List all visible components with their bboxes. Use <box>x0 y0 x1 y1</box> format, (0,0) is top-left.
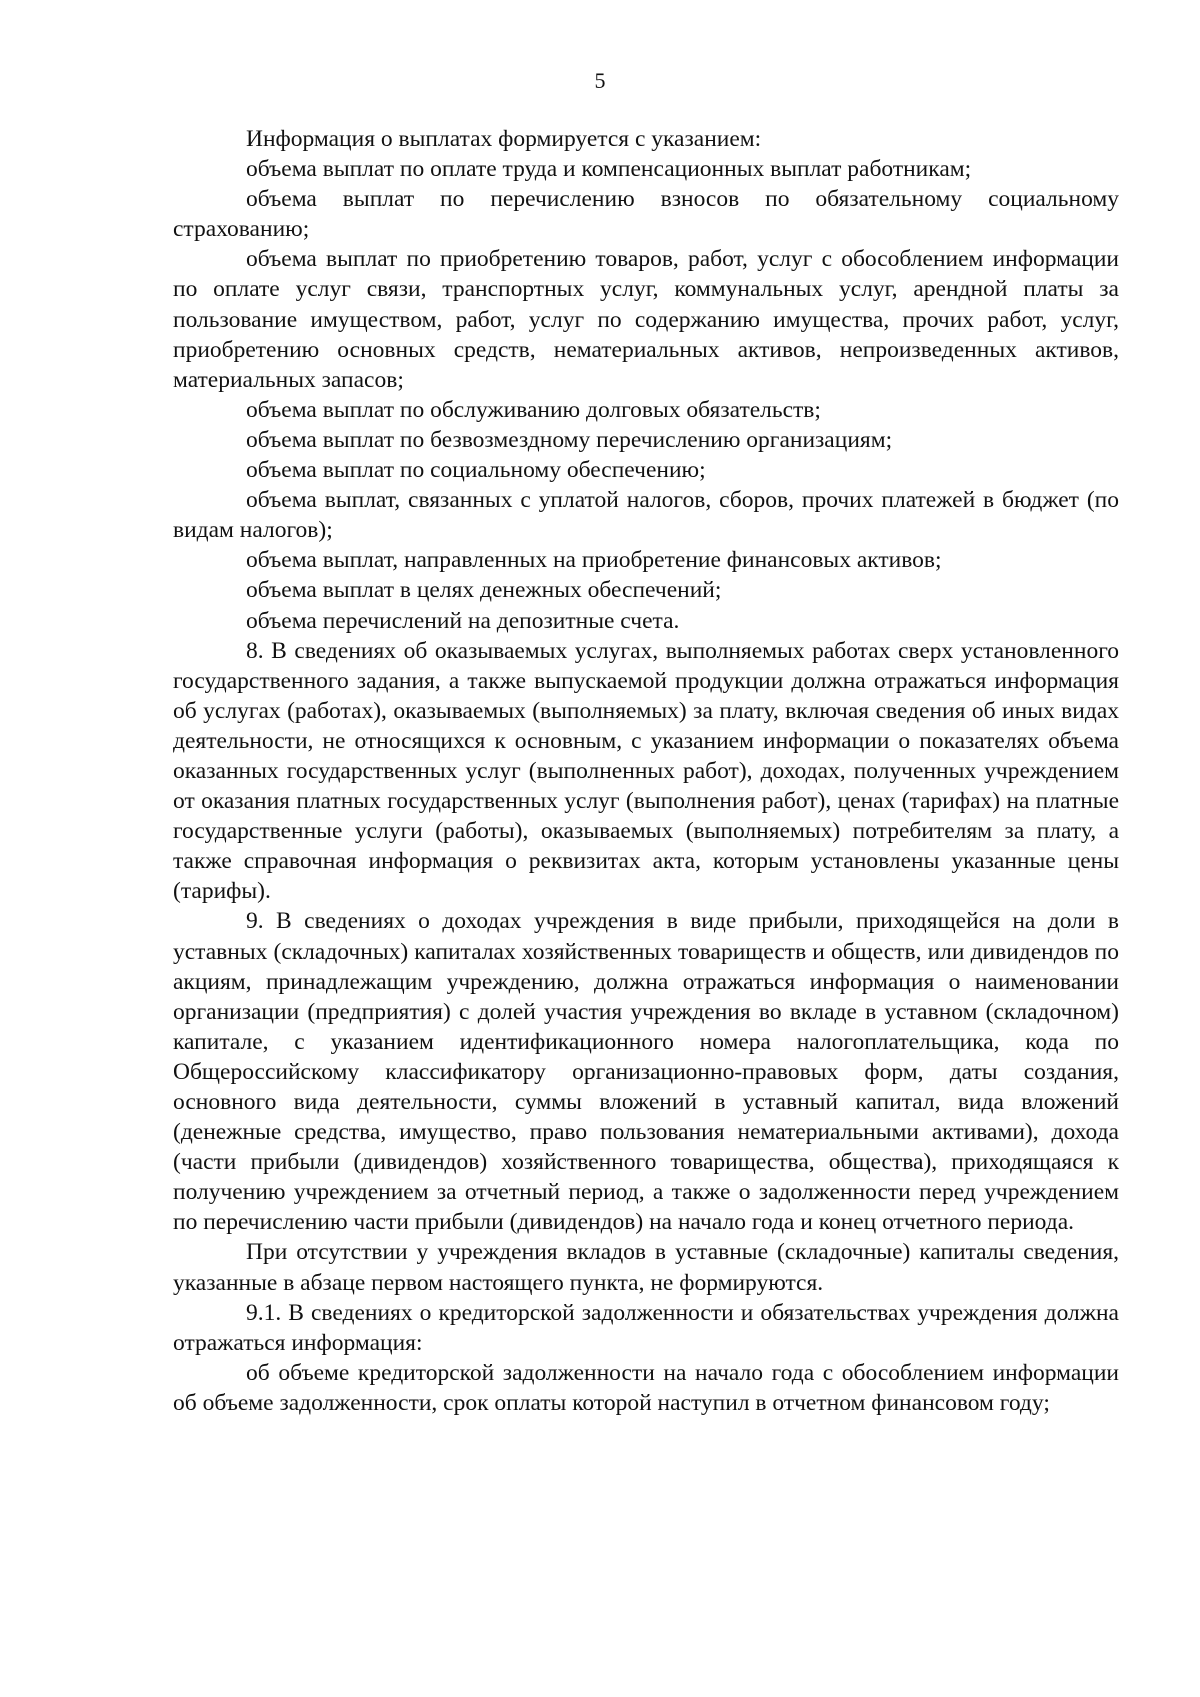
paragraph: объема выплат в целях денежных обеспечений; <box>246 577 722 604</box>
paragraph: объема выплат, связанных с уплатой налогов, сборов, прочих платежей в бюджет (по видам налогов); <box>173 487 1119 544</box>
paragraph: объема выплат по перечислению взносов по обязательному социальному страхованию; <box>173 186 1119 243</box>
paragraph: объема выплат по обслуживанию долговых обязательств; <box>246 396 821 423</box>
paragraph: объема выплат по социальному обеспечению; <box>246 457 706 484</box>
page-number: 5 <box>594 68 606 93</box>
paragraph: об объеме кредиторской задолженности на начало года с обособлением информации об объеме задолженности, срок оплаты которой наступил в отчетном финансовом году; <box>173 1359 1119 1416</box>
paragraph: объема выплат по безвозмездному перечислению организациям; <box>246 426 893 453</box>
paragraph: объема перечислений на депозитные счета. <box>246 607 680 634</box>
paragraph: Информация о выплатах формируется с указанием: <box>246 126 762 152</box>
document-body <box>173 124 1119 1418</box>
paragraph-item-9-1: 9.1. В сведениях о кредиторской задолженности и обязательствах учреждения должна отражаться информация: <box>173 1299 1119 1356</box>
paragraph: объема выплат по приобретению товаров, работ, услуг с обособлением информации по оплате услуг связи, транспортных услуг, коммунальных услуг, арендной платы за пользование имуществом, работ, услуг по содержанию имущества, прочих работ, услуг, приобретению основных средств, нематериальных активов, непроизведенных активов, материальных запасов; <box>173 246 1119 393</box>
paragraph: объема выплат, направленных на приобретение финансовых активов; <box>246 547 942 574</box>
paragraph-item-8: 8. В сведениях об оказываемых услугах, выполняемых работах сверх установленного государственного задания, а также выпускаемой продукции должна отражаться информация об услугах (работах), оказываемых (выполняемых) за плату, включая сведения об иных видах деятельности, не относящихся к основным, с указанием информации о показателях объема оказанных государственных услуг (выполненных работ), доходах, полученных учреждением от оказания платных государственных услуг (выполнения работ), ценах (тарифах) на платные государственные услуги (работы), оказываемых (выполняемых) потребителям за плату, а также справочная информация о реквизитах акта, которым установлены указанные цены (тарифы). <box>173 637 1119 905</box>
paragraph-item-9: 9. В сведениях о доходах учреждения в виде прибыли, приходящейся на доли в уставных (складочных) капиталах хозяйственных товариществ и обществ, или дивидендов по акциям, принадлежащим учреждению, должна отражаться информация о наименовании организации (предприятия) с долей участия учреждения во вкладе в уставном (складочном) капитале, с указанием идентификационного номера налогоплательщика, кода по Общероссийскому классификатору организационно-правовых форм, даты создания, основного вида деятельности, суммы вложений в уставный капитал, вида вложений (денежные средства, имущество, право пользования нематериальными активами), дохода (части прибыли (дивидендов) хозяйственного товарищества, общества), приходящаяся к получению учреждением за отчетный период, а также о задолженности перед учреждением по перечислению части прибыли (дивидендов) на начало года и конец отчетного периода. <box>173 908 1119 1236</box>
paragraph: объема выплат по оплате труда и компенсационных выплат работникам; <box>246 156 972 183</box>
paragraph: При отсутствии у учреждения вкладов в уставные (складочные) капиталы сведения, указанные в абзаце первом настоящего пункта, не формируются. <box>173 1239 1119 1296</box>
